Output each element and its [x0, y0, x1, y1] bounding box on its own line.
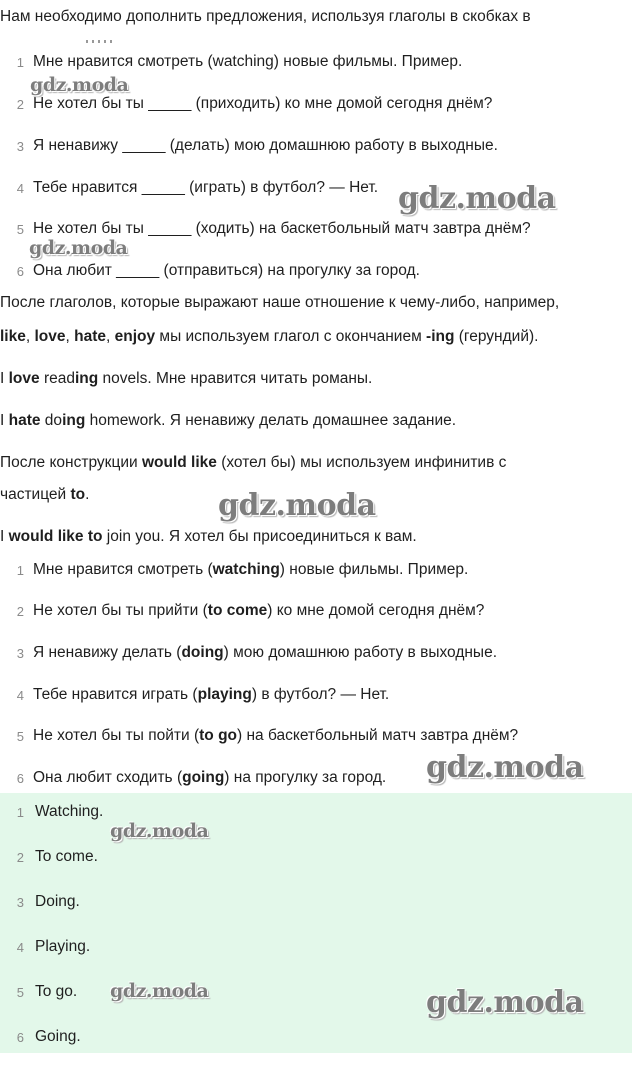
item-text: Мне нравится смотреть (watching) новые фильмы. Пример.: [33, 53, 463, 70]
cutoff-text-fragment: [86, 40, 112, 43]
item-number: 4: [16, 181, 24, 196]
watermark: gdz.moda: [218, 488, 376, 523]
intro-text: Нам необходимо дополнить предложения, используя глаголы в скобках в: [0, 8, 531, 25]
keyword: -ing: [426, 328, 455, 345]
answer-text: To come.: [35, 848, 98, 865]
item-text: Она любит сходить (going) на прогулку за город.: [33, 769, 387, 786]
item-text: Не хотел бы ты прийти (to come) ко мне домой сегодня днём?: [33, 602, 485, 619]
keyword: love: [34, 328, 66, 345]
item-number: 3: [16, 646, 24, 661]
item-text: Не хотел бы ты пойти (to go) на баскетбольный матч завтра днём?: [33, 727, 519, 744]
item-number: 6: [16, 264, 24, 279]
item-number: 5: [16, 985, 24, 1000]
item-number: 2: [16, 604, 24, 619]
answer-text: Doing.: [35, 893, 80, 910]
item-number: 2: [16, 97, 24, 112]
item-number: 4: [16, 940, 24, 955]
item-text: Тебе нравится играть (playing) в футбол? — Нет.: [33, 686, 390, 703]
keyword: enjoy: [114, 328, 156, 345]
theory-paragraph-2-cont: частицей to.: [0, 486, 90, 503]
item-number: 6: [16, 771, 24, 786]
keyword: hate: [74, 328, 106, 345]
item-number: 3: [16, 895, 24, 910]
answer-text: Going.: [35, 1028, 81, 1045]
item-text: Не хотел бы ты _____ (ходить) на баскетбольный матч завтра днём?: [33, 220, 531, 237]
item-number: 5: [16, 729, 24, 744]
item-number: 3: [16, 139, 24, 154]
watermark: gdz.moda: [29, 237, 128, 259]
item-text: Мне нравится смотреть (watching) новые фильмы. Пример.: [33, 561, 469, 578]
watermark: gdz.moda: [426, 985, 584, 1020]
item-text: Не хотел бы ты _____ (приходить) ко мне домой сегодня днём?: [33, 95, 493, 112]
watermark: gdz.moda: [110, 820, 209, 842]
answer-text: To go.: [35, 983, 78, 1000]
theory-paragraph-1-cont: like, love, hate, enjoy мы используем глагол с окончанием -ing (герундий).: [0, 328, 539, 345]
item-number: 1: [16, 805, 24, 820]
item-number: 1: [16, 55, 24, 70]
watermark: gdz.moda: [30, 74, 129, 96]
example-3: I would like to join you. Я хотел бы присоединиться к вам.: [0, 528, 417, 545]
watermark: gdz.moda: [426, 750, 584, 785]
item-number: 6: [16, 1030, 24, 1045]
item-text: Я ненавижу _____ (делать) мою домашнюю работу в выходные.: [33, 137, 498, 154]
example-1: I love reading novels. Мне нравится читать романы.: [0, 370, 373, 387]
item-number: 5: [16, 222, 24, 237]
watermark: gdz.moda: [110, 980, 209, 1002]
item-text: Я ненавижу делать (doing) мою домашнюю работу в выходные.: [33, 644, 497, 661]
example-2: I hate doing homework. Я ненавижу делать домашнее задание.: [0, 412, 457, 429]
item-text: Она любит _____ (отправиться) на прогулку за город.: [33, 262, 420, 279]
item-number: 2: [16, 850, 24, 865]
watermark: gdz.moda: [398, 181, 556, 216]
theory-paragraph-1: После глаголов, которые выражают наше отношение к чему-либо, например,: [0, 294, 560, 311]
theory-paragraph-2: После конструкции would like (хотел бы) мы используем инфинитив с: [0, 454, 507, 471]
answer-text: Watching.: [35, 803, 104, 820]
item-number: 1: [16, 563, 24, 578]
item-text: Тебе нравится _____ (играть) в футбол? — Нет.: [33, 179, 379, 196]
item-number: 4: [16, 688, 24, 703]
answer-text: Playing.: [35, 938, 91, 955]
keyword: like: [0, 328, 26, 345]
